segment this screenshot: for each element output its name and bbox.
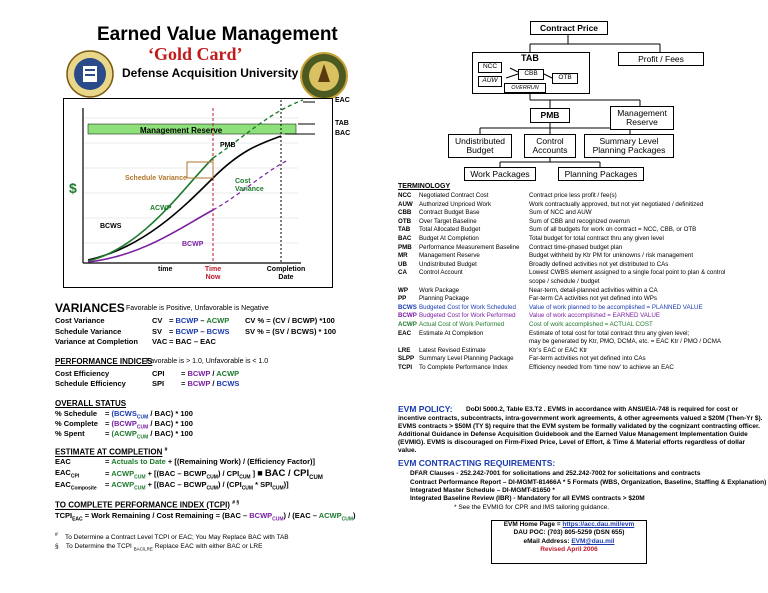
variance-f2: BCWS	[206, 326, 230, 336]
variance-f1: BCWP	[175, 326, 199, 336]
org-name: Defense Acquisition University	[122, 66, 299, 80]
terminology-abbr: CBB	[398, 209, 412, 217]
variances-note: Favorable is Positive, Unfavorable is Negative	[126, 305, 269, 312]
terminology-name: Planning Package	[419, 295, 469, 303]
summary-level-box: Summary Level Planning Packages	[584, 134, 674, 158]
tcpi-formula	[55, 511, 356, 523]
eac-cpi-c: ) / CPI	[217, 469, 240, 478]
tcpi-heading-text: TO COMPLETE PERFORMANCE INDEX (TCPI)	[55, 500, 230, 510]
eac-actuals: Actuals to Date	[111, 457, 166, 466]
svg-text:$: $	[69, 180, 77, 196]
work-packages-box: Work Packages	[464, 167, 536, 181]
contracting-line: Integrated Master Schedule – DI-MGMT-81650 *	[410, 487, 555, 494]
eac-cpi-e-sub: CUM	[309, 474, 323, 481]
terminology-name: Actual Cost of Work Performed	[419, 321, 505, 328]
perf-abbr: SPI	[152, 379, 165, 388]
chart-completion-label: Completion Date	[266, 266, 306, 281]
control-accounts-box: Control Accounts	[524, 134, 576, 158]
chart-tab-label: TAB	[335, 120, 349, 127]
fn2-a: To Determine the TCPI	[65, 543, 132, 550]
overall-name: % Schedule	[55, 409, 98, 418]
fn1-text: To Determine a Contract Level TCPI or EAC; You May Replace BAC with TAB	[65, 534, 289, 542]
terminology-name: Total Allocated Budget	[419, 226, 481, 234]
terminology-name: Budgeted Cost for Work Performed	[419, 312, 516, 320]
eac-cpi-c-sub: CUM	[239, 474, 251, 481]
variance-f2: ACWP	[206, 316, 230, 325]
terminology-def: Far-term CA activities not yet defined into WPs	[529, 295, 657, 303]
chart-pmb-label: PMB	[220, 142, 236, 149]
otb-box: OTB	[552, 73, 578, 84]
terminology-abbr: CA	[398, 269, 407, 277]
eac-comp-e: )]	[283, 480, 289, 489]
chart-bac-label: BAC	[335, 130, 351, 137]
tcpi-b-sub: CUM	[272, 516, 284, 523]
terminology-name: Estimate At Completion	[419, 329, 484, 337]
terminology-abbr: AUW	[398, 200, 413, 208]
eac-comp-c: ) / (CPI	[217, 480, 242, 489]
terminology-abbr: EAC	[398, 329, 412, 337]
cbb-box: CBB	[518, 69, 544, 80]
terminology-name: Authorized Unpriced Work	[419, 200, 492, 208]
perf-f2: BCWS	[216, 379, 240, 388]
terminology-abbr: MR	[398, 252, 408, 260]
perf-name: Cost Efficiency	[55, 369, 110, 378]
footer-box	[491, 520, 647, 564]
policy-heading: EVM POLICY:	[398, 404, 453, 414]
eac-rest: + [(Remaining Work) / (Efficiency Factor)]	[165, 457, 316, 466]
terminology-abbr: TAB	[398, 226, 411, 234]
overall-rest: / BAC) * 100	[148, 419, 193, 428]
terminology-def: Total budget for total contract thru any given level	[529, 235, 664, 242]
terminology-table	[398, 192, 758, 392]
overall-sub: CUM	[136, 414, 149, 421]
chart-time-now-label: Time Now	[204, 266, 222, 281]
terminology-def: Lowest CWBS element assigned to a single focal point to plan & control	[529, 269, 726, 277]
eac-comp-c-sub: CUM	[241, 485, 254, 492]
eac-heading	[55, 447, 167, 457]
dau-seal-icon	[66, 50, 114, 98]
terminology-def: Sum of CBB and recognized overrun	[529, 217, 630, 225]
terminology-def: Value of work accomplished = EARNED VALUE	[529, 312, 660, 320]
variance-f1: BCWP	[175, 316, 199, 325]
policy-line: EVMS contracts > $50M (TY $) require that the EVM system be formally validated by the cognizant contracting officer.	[398, 423, 760, 430]
eac-cpi-b: + [(BAC – BCWP	[145, 469, 207, 478]
tcpi-a: = Work Remaining / Cost Remaining = (BAC –	[84, 511, 250, 520]
terminology-name: Over Target Baseline	[419, 217, 477, 225]
fn2-sub: BAC/LRE	[133, 546, 153, 552]
variance-abbr: VAC	[152, 337, 168, 346]
home-link[interactable]: https://acc.dau.mil/evm	[562, 521, 635, 528]
eac-cpi-b-sub: CUM	[206, 474, 218, 481]
email-link[interactable]: EVM@dau.mil	[571, 537, 615, 545]
eac-comp-d: * SPI	[253, 480, 273, 489]
eac-comp-d-sub: CUM	[272, 485, 284, 492]
eac-comp-a: ACWP	[111, 480, 135, 489]
eac-cpi-lhs: EAC	[55, 468, 71, 477]
policy-line: DoDI 5000.2, Table E3.T2 . EVMS in accordance with ANSI/EIA-748 is required for cost or	[466, 406, 738, 413]
tcpi-lhs: TCPI	[55, 511, 73, 520]
variance-f1: BAC	[175, 337, 192, 346]
tcpi-heading-mark: # §	[232, 500, 240, 506]
terminology-def: Contract time-phased budget plan	[529, 243, 623, 251]
terminology-def: Ktr’s EAC or EAC Ktr	[529, 346, 588, 354]
fn1-mark: #	[55, 532, 58, 538]
variance-name: Cost Variance	[55, 316, 105, 325]
profit-fees-box: Profit / Fees	[618, 52, 704, 66]
eac-heading-mark: #	[164, 447, 168, 453]
terminology-name: Negotiated Contract Cost	[419, 192, 489, 199]
terminology-abbr: NCC	[398, 192, 412, 199]
terminology-def: Contract price less profit / fee(s)	[529, 192, 617, 199]
eac-cpi-e: BAC / CPI	[264, 468, 310, 479]
pmb-box: PMB	[530, 108, 570, 123]
chart-time-label: time	[158, 266, 173, 273]
terminology-def: Near-term, detail-planned activities within a CA	[529, 286, 658, 294]
revised-line: Revised April 2006	[540, 545, 598, 553]
eac-cpi-sub: CPI	[70, 473, 80, 480]
overall-rest: / BAC) * 100	[148, 429, 193, 438]
eac-heading-text: ESTIMATE AT COMPLETION	[55, 447, 163, 457]
terminology-name: Latest Revised Estimate	[419, 346, 486, 354]
policy-line: value.	[398, 447, 417, 454]
contracting-line: DFAR Clauses - 252.242-7001 for solicitations and 252.242-7002 for solicitations and contracts	[410, 470, 701, 477]
terminology-def: Estimate of total cost for total contract thru any given level;	[529, 329, 690, 337]
terminology-name: Contract Budget Base	[419, 209, 480, 217]
variance-pct: SV % = (SV / BCWS) * 100	[245, 326, 337, 336]
contracting-line: * See the EVMIG for CPR and IMS tailoring guidance.	[454, 504, 609, 511]
poc-line: DAU POC: (703) 805-5259 (DSN 655)	[513, 529, 625, 537]
terminology-name: Budget At Completion	[419, 235, 479, 242]
performance-heading: PERFORMANCE INDICES	[55, 357, 153, 366]
dod-seal-icon	[300, 52, 348, 100]
terminology-def: Efficiency needed from ‘time now’ to achieve an EAC	[529, 364, 674, 371]
overall-rest: / BAC) * 100	[148, 409, 193, 418]
chart-bcwp-label: BCWP	[182, 241, 204, 248]
eac-comp-sub: Composite	[70, 485, 97, 492]
terminology-name: Management Reserve	[419, 252, 480, 260]
chart-mr-label: Management Reserve	[140, 126, 223, 135]
home-label: EVM Home Page =	[503, 521, 563, 528]
performance-note: Favorable is > 1.0, Unfavorable is < 1.0	[146, 358, 269, 365]
policy-line: incentive contracts, subcontracts, intra-government work agreements, & other agreements valued ≥ $20M (Then-Yr $).	[398, 415, 763, 422]
terminology-abbr: BCWS	[398, 303, 417, 311]
terminology-def: Far-term activities not yet defined into CAs	[529, 355, 646, 363]
variance-name: Schedule Variance	[55, 326, 122, 336]
management-reserve-box: Management Reserve	[610, 106, 674, 130]
home-page-line	[492, 521, 646, 529]
undistributed-budget-box: Undistributed Budget	[448, 134, 512, 158]
terminology-abbr: TCPI	[398, 364, 413, 371]
variance-abbr: CV	[152, 316, 163, 325]
tab-label: TAB	[521, 53, 539, 63]
tcpi-c: ) / (EAC –	[283, 511, 319, 520]
variance-op: –	[200, 316, 205, 325]
ncc-box: NCC	[478, 62, 502, 73]
tcpi-d-sub: CUM	[341, 516, 354, 523]
variance-name: Variance at Completion	[55, 337, 138, 346]
budget-diagram	[440, 18, 740, 183]
tcpi-footnote-1	[55, 532, 289, 541]
perf-name: Schedule Efficiency	[55, 379, 126, 388]
terminology-def: may be generated by Ktr, PMO, DCMA, etc. = EAC Ktr / PMO / DCMA	[529, 338, 722, 346]
chart-bcws-label: BCWS	[100, 223, 122, 230]
contracting-line: Integrated Baseline Review (IBR) - Mandatory for all EVMS contracts > $20M	[410, 495, 645, 502]
terminology-name: Work Package	[419, 286, 460, 294]
variance-op: –	[193, 337, 198, 346]
variance-abbr: SV	[152, 326, 163, 336]
terminology-abbr: PP	[398, 295, 407, 303]
terminology-abbr: PMB	[398, 243, 412, 251]
perf-abbr: CPI	[152, 369, 165, 378]
contract-price-box: Contract Price	[530, 21, 608, 35]
overall-heading: OVERALL STATUS	[55, 399, 127, 408]
tcpi-d: ACWP	[318, 511, 342, 520]
policy-line: (EVMIG). EVMS is discouraged on Firm-Fixed Price, Level of Effort, & Time & Material efforts regardless of dollar	[398, 439, 745, 446]
perf-f1: BCWP	[187, 369, 211, 378]
tcpi-lhs-sub: EAC	[72, 516, 83, 523]
tcpi-b: BCWP	[249, 511, 273, 520]
eac-cpi-d: ]	[250, 469, 256, 478]
terminology-name: Budgeted Cost for Work Scheduled	[419, 303, 516, 311]
terminology-def: Sum of all budgets for work on contract = NCC, CBB, or OTB	[529, 226, 697, 234]
tcpi-footnote-2	[55, 543, 262, 551]
terminology-def: Value of work planned to be accomplished = PLANNED VALUE	[529, 303, 703, 311]
overall-expr: (ACWP	[111, 429, 137, 438]
email-label: eMail Address:	[523, 537, 572, 545]
planning-packages-box: Planning Packages	[558, 167, 644, 181]
eac-cpi-a: ACWP	[111, 469, 135, 478]
eac-comp-b-sub: CUM	[206, 485, 218, 492]
overrun-box: OVERRUN	[504, 83, 546, 93]
terminology-name: Performance Measurement Baseline	[419, 243, 520, 251]
terminology-def: Broadly defined activities not yet distributed to CAs	[529, 260, 669, 268]
variances-heading: VARIANCES	[55, 301, 125, 315]
terminology-def: Budget withheld by Ktr PM for unknowns / risk management	[529, 252, 694, 260]
eac-equiv-icon: ■	[257, 468, 263, 478]
eac-comp-a-sub: CUM	[134, 485, 146, 492]
auw-box: AUW	[478, 76, 502, 87]
variance-op: –	[200, 326, 205, 336]
eac-comp-b: + [(BAC – BCWP	[145, 480, 207, 489]
eac-lhs: EAC	[55, 457, 71, 466]
terminology-def: Cost of work accomplished = ACTUAL COST	[529, 321, 653, 328]
terminology-abbr: WP	[398, 286, 408, 294]
overall-expr: (BCWS	[111, 409, 137, 418]
terminology-abbr: UB	[398, 260, 407, 268]
terminology-def: Sum of NCC and AUW	[529, 209, 592, 217]
tcpi-e: )	[353, 511, 356, 520]
terminology-abbr: LRE	[398, 346, 411, 354]
email-line	[492, 538, 646, 546]
perf-f2: ACWP	[216, 369, 240, 378]
terminology-abbr: ACWP	[398, 321, 417, 328]
chart-acwp-label: ACWP	[150, 205, 172, 212]
chart-eac-label: EAC	[335, 97, 350, 104]
terminology-abbr: OTB	[398, 217, 412, 225]
contracting-heading: EVM CONTRACTING REQUIREMENTS:	[398, 458, 556, 468]
terminology-def: Work contractually approved, but not yet negotiated / definitized	[529, 200, 704, 208]
terminology-abbr: BAC	[398, 235, 412, 242]
tcpi-heading	[55, 500, 239, 510]
overall-sub: CUM	[136, 434, 149, 441]
terminology-abbr: BCWP	[398, 312, 417, 320]
overall-expr: (BCWP	[111, 419, 137, 428]
terminology-name: Summary Level Planning Package	[419, 355, 514, 363]
perf-f1: BCWP	[187, 379, 211, 388]
terminology-name: Undistributed Budget	[419, 260, 477, 268]
fn2-mark: §	[55, 543, 59, 550]
eac-cpi-a-sub: CUM	[134, 474, 146, 481]
policy-line: Additional Guidance in Defense Acquisition Guidebook and the Earned Value Management Implementation Guide	[398, 431, 748, 438]
terminology-name: To Complete Performance Index	[419, 364, 508, 371]
terminology-heading: TERMINOLOGY	[398, 183, 451, 190]
terminology-def: scope / schedule / budget	[529, 278, 600, 285]
eac-comp-lhs: EAC	[55, 480, 71, 489]
overall-sub: CUM	[136, 424, 149, 431]
variance-f2: EAC	[200, 337, 216, 346]
terminology-name: Control Account	[419, 269, 463, 277]
overall-name: % Spent	[55, 429, 85, 438]
overall-name: % Complete	[55, 419, 98, 428]
chart-sv-label: Schedule Variance	[125, 175, 187, 182]
contracting-line: Contract Performance Report – DI-MGMT-81466A * 5 Formats (WBS, Organization, Baseline, Staffing & Explanation)	[410, 479, 767, 486]
variance-pct: CV % = (CV / BCWP) *100	[245, 316, 335, 325]
fn2-b: Replace EAC with either BAC or LRE	[154, 543, 263, 550]
terminology-abbr: SLPP	[398, 355, 415, 363]
chart-cv-label: Cost Variance	[235, 178, 264, 193]
page-subtitle: ‘Gold Card’	[148, 44, 243, 64]
page-title: Earned Value Management	[97, 24, 338, 45]
